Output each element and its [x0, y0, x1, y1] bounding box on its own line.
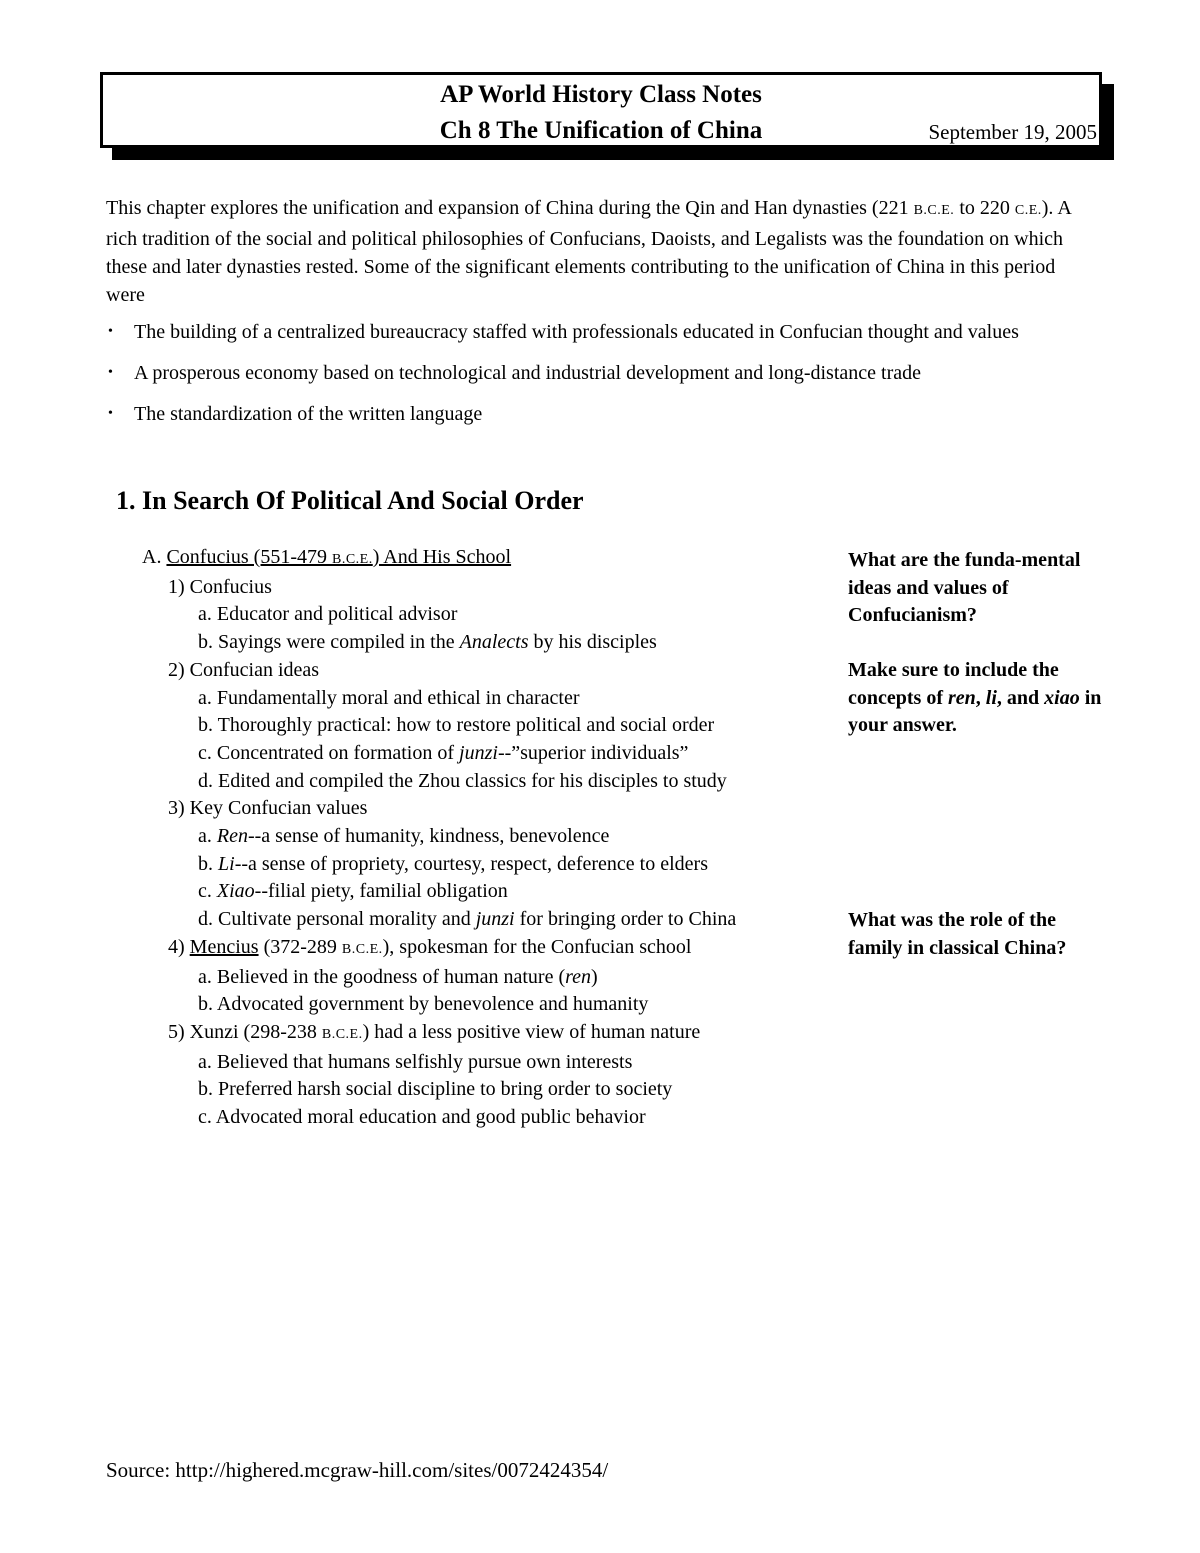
- outline-item-a: A. Confucius (551-479 B.C.E.) And His School: [142, 546, 512, 568]
- outline-subitem: b. Advocated government by benevolence and humanity: [198, 993, 649, 1016]
- outline-subitem: d. Cultivate personal morality and junzi for bringing order to China: [198, 908, 737, 931]
- bullet-icon: •: [108, 406, 113, 421]
- outline-subitem: c. Concentrated on formation of junzi--”superior individuals”: [198, 741, 689, 764]
- sidenote-question: Make sure to include the concepts of ren, li, and xiao in your answer.: [848, 659, 1102, 737]
- outline-subitem: a. Believed that humans selfishly pursue own interests: [198, 1050, 633, 1073]
- bullet-item: • The building of a centralized bureaucracy staffed with professionals educated in Confucian thought and values: [106, 318, 1086, 346]
- outline-subitem: c. Advocated moral education and good public behavior: [198, 1106, 646, 1129]
- outline-subitem: d. Edited and compiled the Zhou classics for his disciples to study: [198, 769, 727, 792]
- outline-subitem: b. Thoroughly practical: how to restore political and social order: [198, 714, 715, 737]
- bullet-item: • The standardization of the written language: [106, 400, 1086, 428]
- date-label: September 19, 2005: [928, 120, 1097, 144]
- outline-item: 4) Mencius (372-289 B.C.E.), spokesman for the Confucian school: [168, 935, 692, 958]
- outline-item: 2) Confucian ideas: [168, 658, 320, 681]
- outline-subitem: a. Believed in the goodness of human nature (ren): [198, 965, 598, 988]
- bullet-icon: •: [108, 365, 113, 380]
- outline: [142, 544, 842, 1132]
- header-box: [100, 72, 1102, 148]
- intro-paragraph: This chapter explores the unification and expansion of China during the Qin and Han dynasties (221 B.C.E. to 220 C.E.). A rich tradition of the social and political philosophies of Confucians, Daoists, and Legalists was the foundation on which these and later dynasties rested. Some of the significant elements contributing to the unification of China in this period were: [106, 197, 1071, 306]
- intro-bullet-list: [106, 318, 1086, 441]
- sidenote-question: What are the funda-mental ideas and values of Confucianism?: [848, 549, 1081, 627]
- outline-subitem: a. Educator and political advisor: [198, 603, 458, 626]
- page-title: AP World History Class Notes: [440, 81, 762, 108]
- outline-subitem: a. Fundamentally moral and ethical in character: [198, 686, 580, 709]
- source-citation: Source: http://highered.mcgraw-hill.com/sites/0072424354/: [106, 1458, 609, 1482]
- section-heading: 1. In Search Of Political And Social Order: [116, 486, 584, 515]
- outline-subitem: b. Sayings were compiled in the Analects by his disciples: [198, 631, 657, 654]
- outline-item: 1) Confucius: [168, 575, 272, 598]
- outline-subitem: a. Ren--a sense of humanity, kindness, benevolence: [198, 825, 610, 848]
- outline-subitem: b. Preferred harsh social discipline to bring order to society: [198, 1078, 673, 1101]
- sidenote-question: What was the role of the family in classical China?: [848, 909, 1067, 959]
- bullet-item: • A prosperous economy based on technological and industrial development and long-distance trade: [106, 359, 1086, 387]
- chapter-title: Ch 8 The Unification of China: [439, 117, 763, 144]
- outline-subitem: c. Xiao--filial piety, familial obligation: [198, 880, 508, 903]
- bullet-icon: •: [108, 324, 113, 339]
- outline-subitem: b. Li--a sense of propriety, courtesy, respect, deference to elders: [198, 852, 708, 875]
- outline-item: 5) Xunzi (298-238 B.C.E.) had a less positive view of human nature: [168, 1020, 701, 1043]
- outline-item: 3) Key Confucian values: [168, 797, 368, 820]
